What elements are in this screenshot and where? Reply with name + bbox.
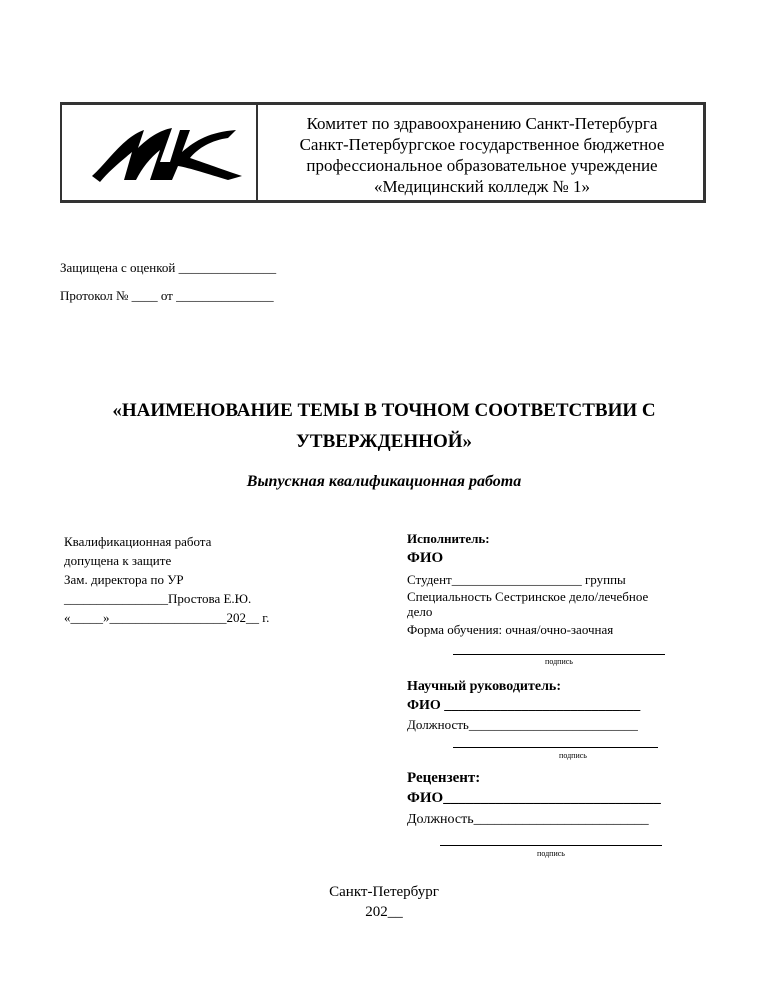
thesis-title-line-2: УТВЕРЖДЕННОЙ» xyxy=(295,431,473,452)
reviewer-signature-caption: подпись xyxy=(537,849,565,858)
executor-specialty-2: дело xyxy=(407,604,433,619)
org-line-3: профессиональное образовательное учреждение xyxy=(306,156,658,175)
footer-year: 202__ xyxy=(365,904,403,920)
admission-line-3: Зам. директора по УР xyxy=(64,572,184,587)
org-line-1: Комитет по здравоохранению Санкт-Петербурга xyxy=(306,114,658,133)
supervisor-signature-line xyxy=(453,747,658,748)
reviewer-heading: Рецензент: xyxy=(407,770,481,786)
college-logo xyxy=(86,118,246,190)
admission-line-5: «_____»__________________202__ г. xyxy=(64,610,270,625)
org-line-4: «Медицинский колледж № 1» xyxy=(373,177,591,196)
reviewer-signature-line xyxy=(440,845,662,846)
executor-study-form: Форма обучения: очная/очно-заочная xyxy=(407,622,614,637)
reviewer-name: ФИО_____________________________ xyxy=(407,790,661,806)
footer-city: Санкт-Петербург xyxy=(329,884,439,900)
admission-line-2: допущена к защите xyxy=(64,553,172,568)
supervisor-signature-caption: подпись xyxy=(559,751,587,760)
reviewer-position: Должность_________________________ xyxy=(407,812,649,827)
org-line-2: Санкт-Петербургское государственное бюджетное xyxy=(299,135,665,154)
organization-name xyxy=(258,113,706,197)
grade-line: Защищена с оценкой _______________ xyxy=(60,260,277,275)
thesis-title-line-1: «НАИМЕНОВАНИЕ ТЕМЫ В ТОЧНОМ СООТВЕТСТВИИ С xyxy=(112,400,656,421)
supervisor-position: Должность__________________________ xyxy=(407,717,638,732)
work-type: Выпускная квалификационная работа xyxy=(246,473,522,490)
admission-line-4: ________________Простова Е.Ю. xyxy=(64,591,252,606)
executor-heading: Исполнитель: xyxy=(407,531,490,546)
supervisor-name: ФИО ____________________________ xyxy=(407,698,641,713)
admission-line-1: Квалификационная работа xyxy=(64,534,212,549)
executor-signature-line xyxy=(453,654,665,655)
executor-signature-caption: подпись xyxy=(545,657,573,666)
executor-specialty-1: Специальность Сестринское дело/лечебное xyxy=(407,589,649,604)
admission-block xyxy=(64,532,269,627)
executor-name: ФИО xyxy=(407,550,444,566)
protocol-line: Протокол № ____ от _______________ xyxy=(60,288,274,303)
supervisor-heading: Научный руководитель: xyxy=(407,679,561,694)
executor-student-group: Студент____________________ группы xyxy=(407,572,626,587)
